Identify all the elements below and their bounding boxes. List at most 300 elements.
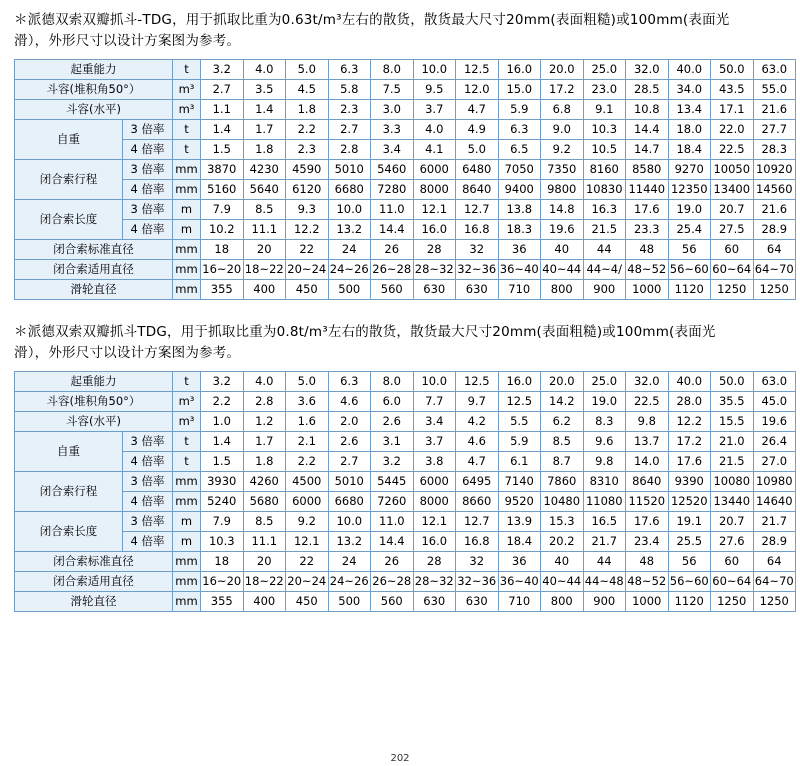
table-cell: 16.0 — [498, 371, 541, 391]
table-cell: 32.0 — [626, 371, 669, 391]
table-cell: 25.0 — [583, 371, 626, 391]
table-cell: 10.3 — [201, 531, 244, 551]
table-cell: 5680 — [243, 491, 286, 511]
table-cell: 8.0 — [371, 59, 414, 79]
table-cell: 17.6 — [668, 451, 711, 471]
row-unit: mm — [173, 259, 201, 279]
table-cell: 10.8 — [626, 99, 669, 119]
table-cell: 14.4 — [626, 119, 669, 139]
table-cell: 11.0 — [371, 199, 414, 219]
table-cell: 60~64 — [711, 571, 754, 591]
table-cell: 28.5 — [626, 79, 669, 99]
table-row — [15, 571, 796, 591]
table-cell: 8.3 — [583, 411, 626, 431]
table-cell: 710 — [498, 279, 541, 299]
table-cell: 24 — [328, 239, 371, 259]
table-cell: 27.5 — [711, 219, 754, 239]
table-cell: 4260 — [243, 471, 286, 491]
row-sublabel: 3 倍率 — [123, 199, 173, 219]
table-cell: 40 — [541, 551, 584, 571]
table-cell: 28 — [413, 239, 456, 259]
table-cell: 5.8 — [328, 79, 371, 99]
table-cell: 1.4 — [201, 119, 244, 139]
table-cell: 19.6 — [541, 219, 584, 239]
table-cell: 8660 — [456, 491, 499, 511]
table-cell: 3.2 — [201, 371, 244, 391]
table-row — [15, 119, 796, 139]
table-cell: 16.0 — [413, 219, 456, 239]
table-cell: 21.7 — [753, 511, 796, 531]
table-cell: 16.8 — [456, 531, 499, 551]
table-cell: 24~26 — [328, 259, 371, 279]
table-cell: 16.0 — [498, 59, 541, 79]
table-cell: 10.0 — [328, 199, 371, 219]
table-cell: 4.0 — [413, 119, 456, 139]
table-cell: 13440 — [711, 491, 754, 511]
table-cell: 20 — [243, 239, 286, 259]
table-cell: 18 — [201, 551, 244, 571]
row-label: 斗容(堆积角50°） — [15, 391, 173, 411]
table-cell: 11.0 — [371, 511, 414, 531]
table-cell: 27.6 — [711, 531, 754, 551]
table-cell: 3870 — [201, 159, 244, 179]
table-cell: 10050 — [711, 159, 754, 179]
row-unit: t — [173, 431, 201, 451]
table-cell: 800 — [541, 591, 584, 611]
table-cell: 28~32 — [413, 259, 456, 279]
table-cell: 560 — [371, 279, 414, 299]
table-cell: 800 — [541, 279, 584, 299]
table-cell: 9390 — [668, 471, 711, 491]
table-cell: 9.5 — [413, 79, 456, 99]
table-cell: 14640 — [753, 491, 796, 511]
table-cell: 1250 — [753, 279, 796, 299]
table-cell: 400 — [243, 591, 286, 611]
table-cell: 20.7 — [711, 511, 754, 531]
table-cell: 17.1 — [711, 99, 754, 119]
table-cell: 6000 — [413, 471, 456, 491]
table-cell: 36~40 — [498, 571, 541, 591]
table-cell: 32~36 — [456, 571, 499, 591]
spec-table-2 — [14, 371, 796, 612]
table-cell: 9.1 — [583, 99, 626, 119]
table-cell: 28 — [413, 551, 456, 571]
table-cell: 8000 — [413, 491, 456, 511]
intro-line-2: 滑），外形尺寸以设计方案图为参考。 — [14, 32, 241, 49]
row-sublabel: 4 倍率 — [123, 139, 173, 159]
table-row — [15, 551, 796, 571]
table-cell: 20~24 — [286, 571, 329, 591]
table-cell: 18 — [201, 239, 244, 259]
table-cell: 2.7 — [328, 451, 371, 471]
table-cell: 7260 — [371, 491, 414, 511]
table-cell: 23.0 — [583, 79, 626, 99]
table-cell: 15.3 — [541, 511, 584, 531]
table-cell: 2.8 — [328, 139, 371, 159]
row-unit: mm — [173, 159, 201, 179]
table-cell: 10.0 — [328, 511, 371, 531]
row-label: 起重能力 — [15, 371, 173, 391]
table-cell: 12.5 — [456, 371, 499, 391]
table-cell: 60 — [711, 239, 754, 259]
table-row — [15, 531, 796, 551]
table-cell: 355 — [201, 591, 244, 611]
table-cell: 17.6 — [626, 511, 669, 531]
table-cell: 7350 — [541, 159, 584, 179]
row-label: 闭合索适用直径 — [15, 259, 173, 279]
table-cell: 23.3 — [626, 219, 669, 239]
table-cell: 12.2 — [668, 411, 711, 431]
table-cell: 11.1 — [243, 219, 286, 239]
table-cell: 15.5 — [711, 411, 754, 431]
table-cell: 5.5 — [498, 411, 541, 431]
table-cell: 10.5 — [583, 139, 626, 159]
row-unit: t — [173, 451, 201, 471]
row-sublabel: 4 倍率 — [123, 491, 173, 511]
table-cell: 7140 — [498, 471, 541, 491]
table-cell: 20~24 — [286, 259, 329, 279]
table-cell: 1.2 — [243, 411, 286, 431]
table-cell: 28.0 — [668, 391, 711, 411]
table-cell: 450 — [286, 591, 329, 611]
table-cell: 20 — [243, 551, 286, 571]
row-unit: m³ — [173, 99, 201, 119]
table-cell: 2.2 — [201, 391, 244, 411]
table-cell: 18.4 — [498, 531, 541, 551]
table-cell: 3.3 — [371, 119, 414, 139]
table-cell: 21.6 — [753, 99, 796, 119]
table-cell: 63.0 — [753, 59, 796, 79]
row-unit: mm — [173, 179, 201, 199]
table-cell: 3.4 — [371, 139, 414, 159]
table-cell: 36 — [498, 551, 541, 571]
table-cell: 44 — [583, 239, 626, 259]
table-cell: 6480 — [456, 159, 499, 179]
page-number: 202 — [390, 753, 410, 764]
intro-line-2: 滑），外形尺寸以设计方案图为参考。 — [14, 344, 241, 361]
table-cell: 9.8 — [626, 411, 669, 431]
table-cell: 3.2 — [371, 451, 414, 471]
table-cell: 16.3 — [583, 199, 626, 219]
table-cell: 1.6 — [286, 411, 329, 431]
table-cell: 28.3 — [753, 139, 796, 159]
table-cell: 56~60 — [668, 571, 711, 591]
table-cell: 1.4 — [243, 99, 286, 119]
row-label: 斗容(水平) — [15, 411, 173, 431]
table-cell: 8310 — [583, 471, 626, 491]
table-cell: 14.8 — [541, 199, 584, 219]
table-cell: 32.0 — [626, 59, 669, 79]
table-cell: 8.0 — [371, 371, 414, 391]
table-cell: 14.7 — [626, 139, 669, 159]
table-row — [15, 219, 796, 239]
table-cell: 1.1 — [201, 99, 244, 119]
table-row — [15, 391, 796, 411]
table-cell: 2.1 — [286, 431, 329, 451]
table-cell: 12.7 — [456, 199, 499, 219]
table-cell: 1.8 — [243, 139, 286, 159]
table-cell: 23.4 — [626, 531, 669, 551]
table-cell: 12.1 — [413, 511, 456, 531]
table-cell: 6.3 — [498, 119, 541, 139]
table-cell: 900 — [583, 591, 626, 611]
table-cell: 32~36 — [456, 259, 499, 279]
table-cell: 1.5 — [201, 451, 244, 471]
table-cell: 1.8 — [286, 99, 329, 119]
table-cell: 40~44 — [541, 259, 584, 279]
table-cell: 21.5 — [583, 219, 626, 239]
table-cell: 44~4/ — [583, 259, 626, 279]
table-cell: 10.2 — [201, 219, 244, 239]
table-cell: 13.2 — [328, 531, 371, 551]
table-cell: 13.2 — [328, 219, 371, 239]
table-cell: 3930 — [201, 471, 244, 491]
row-unit: t — [173, 371, 201, 391]
table-cell: 26 — [371, 551, 414, 571]
table-cell: 7.9 — [201, 511, 244, 531]
table-row — [15, 99, 796, 119]
table-cell: 5640 — [243, 179, 286, 199]
row-label: 闭合索长度 — [15, 199, 123, 239]
table-cell: 8.5 — [541, 431, 584, 451]
table-cell: 3.4 — [413, 411, 456, 431]
row-unit: mm — [173, 491, 201, 511]
table-cell: 14.0 — [626, 451, 669, 471]
table-cell: 1.7 — [243, 119, 286, 139]
table-cell: 630 — [456, 591, 499, 611]
table-cell: 7860 — [541, 471, 584, 491]
table-cell: 45.0 — [753, 391, 796, 411]
table-cell: 8.5 — [243, 511, 286, 531]
table-cell: 1.7 — [243, 431, 286, 451]
table-cell: 9.8 — [583, 451, 626, 471]
table-cell: 16~20 — [201, 259, 244, 279]
table-cell: 16.0 — [413, 531, 456, 551]
table-cell: 36~40 — [498, 259, 541, 279]
table-cell: 12.5 — [456, 59, 499, 79]
row-unit: mm — [173, 591, 201, 611]
table-cell: 2.7 — [201, 79, 244, 99]
table-cell: 12350 — [668, 179, 711, 199]
table-cell: 64 — [753, 239, 796, 259]
table-cell: 3.2 — [201, 59, 244, 79]
table-row — [15, 259, 796, 279]
table-cell: 22 — [286, 239, 329, 259]
table-cell: 1.5 — [201, 139, 244, 159]
table-cell: 9.2 — [541, 139, 584, 159]
table-cell: 5460 — [371, 159, 414, 179]
section-2-intro — [14, 322, 786, 364]
table-cell: 1000 — [626, 591, 669, 611]
section-1 — [14, 10, 794, 300]
table-cell: 25.5 — [668, 531, 711, 551]
table-cell: 5.9 — [498, 431, 541, 451]
table-cell: 5160 — [201, 179, 244, 199]
table-cell: 13.4 — [668, 99, 711, 119]
table-cell: 8580 — [626, 159, 669, 179]
table-cell: 5.0 — [456, 139, 499, 159]
spec-table-2-body — [15, 371, 796, 611]
row-label: 自重 — [15, 431, 123, 471]
row-label: 闭合索长度 — [15, 511, 123, 551]
table-cell: 4500 — [286, 471, 329, 491]
table-cell: 22.5 — [626, 391, 669, 411]
table-cell: 13400 — [711, 179, 754, 199]
table-cell: 4.2 — [456, 411, 499, 431]
table-cell: 8640 — [456, 179, 499, 199]
table-cell: 10080 — [711, 471, 754, 491]
row-unit: t — [173, 139, 201, 159]
table-cell: 10480 — [541, 491, 584, 511]
table-cell: 17.2 — [541, 79, 584, 99]
table-cell: 9400 — [498, 179, 541, 199]
row-sublabel: 3 倍率 — [123, 471, 173, 491]
table-cell: 28.9 — [753, 531, 796, 551]
table-cell: 6000 — [413, 159, 456, 179]
table-cell: 9800 — [541, 179, 584, 199]
table-cell: 9.7 — [456, 391, 499, 411]
table-cell: 20.0 — [541, 371, 584, 391]
row-label: 斗容(水平) — [15, 99, 173, 119]
table-cell: 6495 — [456, 471, 499, 491]
table-cell: 355 — [201, 279, 244, 299]
table-cell: 9270 — [668, 159, 711, 179]
table-cell: 22.5 — [711, 139, 754, 159]
table-cell: 12.5 — [498, 391, 541, 411]
table-cell: 11440 — [626, 179, 669, 199]
table-cell: 8160 — [583, 159, 626, 179]
row-sublabel: 4 倍率 — [123, 531, 173, 551]
table-cell: 10.0 — [413, 59, 456, 79]
table-cell: 10980 — [753, 471, 796, 491]
row-unit: t — [173, 119, 201, 139]
table-cell: 19.0 — [583, 391, 626, 411]
section-spacer — [14, 306, 786, 320]
table-cell: 7.5 — [371, 79, 414, 99]
table-cell: 16.5 — [583, 511, 626, 531]
row-unit: t — [173, 59, 201, 79]
table-cell: 6120 — [286, 179, 329, 199]
table-cell: 44 — [583, 551, 626, 571]
table-cell: 500 — [328, 591, 371, 611]
table-cell: 14.2 — [541, 391, 584, 411]
table-cell: 16~20 — [201, 571, 244, 591]
intro-line-1: ＊派德双索双瓣抓斗-TDG，用于抓取比重为0.63t/m³左右的散货，散货最大尺寸20mm(表面粗糙)或100mm(表面光 — [14, 12, 730, 28]
row-unit: mm — [173, 239, 201, 259]
table-cell: 48~52 — [626, 259, 669, 279]
table-row — [15, 511, 796, 531]
table-cell: 12.1 — [413, 199, 456, 219]
table-cell: 2.7 — [328, 119, 371, 139]
table-cell: 27.0 — [753, 451, 796, 471]
row-sublabel: 4 倍率 — [123, 451, 173, 471]
table-cell: 3.5 — [243, 79, 286, 99]
table-cell: 21.7 — [583, 531, 626, 551]
row-sublabel: 4 倍率 — [123, 179, 173, 199]
row-label: 闭合索标准直径 — [15, 551, 173, 571]
table-cell: 18.4 — [668, 139, 711, 159]
table-cell: 1000 — [626, 279, 669, 299]
table-cell: 25.0 — [583, 59, 626, 79]
table-cell: 56~60 — [668, 259, 711, 279]
table-cell: 9.2 — [286, 511, 329, 531]
table-cell: 6.3 — [328, 371, 371, 391]
row-unit: m³ — [173, 411, 201, 431]
table-cell: 25.4 — [668, 219, 711, 239]
row-sublabel: 3 倍率 — [123, 431, 173, 451]
row-unit: m — [173, 199, 201, 219]
row-unit: m — [173, 219, 201, 239]
table-row — [15, 179, 796, 199]
table-cell: 400 — [243, 279, 286, 299]
table-cell: 60 — [711, 551, 754, 571]
table-cell: 18.0 — [668, 119, 711, 139]
intro-line-1: ＊派德双索双瓣抓斗TDG，用于抓取比重为0.8t/m³左右的散货，散货最大尺寸20mm(表面粗糙)或100mm(表面光 — [14, 323, 716, 340]
table-cell: 3.6 — [286, 391, 329, 411]
table-cell: 6680 — [328, 491, 371, 511]
table-row — [15, 411, 796, 431]
row-label: 自重 — [15, 119, 123, 159]
table-cell: 900 — [583, 279, 626, 299]
table-cell: 7.9 — [201, 199, 244, 219]
table-cell: 1120 — [668, 591, 711, 611]
table-cell: 35.5 — [711, 391, 754, 411]
table-cell: 8.7 — [541, 451, 584, 471]
row-label: 闭合索标准直径 — [15, 239, 173, 259]
table-cell: 6680 — [328, 179, 371, 199]
table-cell: 43.5 — [711, 79, 754, 99]
table-cell: 26 — [371, 239, 414, 259]
table-cell: 12520 — [668, 491, 711, 511]
table-cell: 2.2 — [286, 119, 329, 139]
table-cell: 2.6 — [328, 431, 371, 451]
table-cell: 13.8 — [498, 199, 541, 219]
table-cell: 6.2 — [541, 411, 584, 431]
table-cell: 14.4 — [371, 219, 414, 239]
table-row — [15, 139, 796, 159]
table-cell: 48 — [626, 551, 669, 571]
table-row — [15, 239, 796, 259]
row-unit: mm — [173, 279, 201, 299]
table-cell: 3.1 — [371, 431, 414, 451]
table-cell: 1.4 — [201, 431, 244, 451]
table-cell: 1.8 — [243, 451, 286, 471]
table-cell: 18~22 — [243, 259, 286, 279]
table-cell: 19.6 — [753, 411, 796, 431]
table-cell: 4.0 — [243, 371, 286, 391]
section-2 — [14, 322, 794, 612]
table-cell: 14560 — [753, 179, 796, 199]
table-cell: 24~26 — [328, 571, 371, 591]
row-sublabel: 3 倍率 — [123, 119, 173, 139]
table-cell: 64~70 — [753, 259, 796, 279]
table-cell: 8000 — [413, 179, 456, 199]
row-unit: m³ — [173, 391, 201, 411]
table-cell: 1120 — [668, 279, 711, 299]
table-cell: 2.8 — [243, 391, 286, 411]
table-cell: 3.7 — [413, 431, 456, 451]
row-label: 闭合索适用直径 — [15, 571, 173, 591]
table-cell: 24 — [328, 551, 371, 571]
table-cell: 2.3 — [286, 139, 329, 159]
table-cell: 28.9 — [753, 219, 796, 239]
table-cell: 7050 — [498, 159, 541, 179]
table-cell: 4.0 — [243, 59, 286, 79]
table-cell: 20.7 — [711, 199, 754, 219]
table-cell: 12.2 — [286, 219, 329, 239]
table-cell: 1.0 — [201, 411, 244, 431]
table-cell: 9520 — [498, 491, 541, 511]
